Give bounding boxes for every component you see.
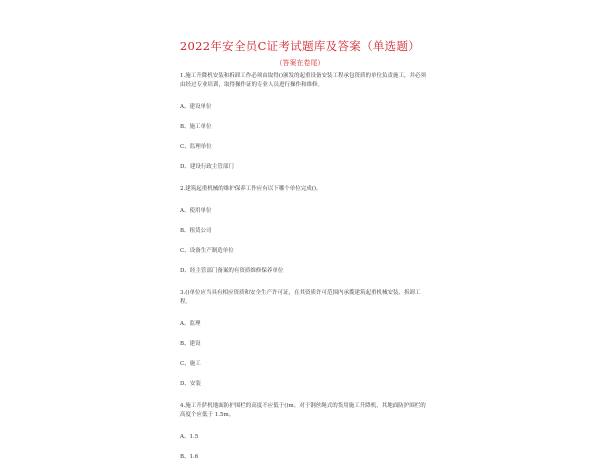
question-2-option-a: A、使用单位: [180, 208, 212, 214]
question-1-text: 1.施工升降机安装和拆卸工作必须由取得()颁发的起重设备安装工程承包资质的单位负责施工，并必须由经过专业培训，取得操作证的专业人员进行操作和维修。: [180, 73, 427, 88]
question-2-text: 2.建筑起重机械的维护保养工作应有以下哪个单位完成()。: [180, 186, 322, 192]
question-1-option-b: B、施工单位: [180, 124, 212, 130]
question-1-option-d: D、建设行政主管部门: [180, 164, 234, 170]
question-3-option-c: C、施工: [180, 361, 201, 367]
document-title: 2022年安全员C证考试题库及答案（单选题）: [179, 39, 421, 53]
question-1-option-c: C、监理单位: [180, 144, 212, 150]
question-3-text: 3.()单位应当具有相应资质和安全生产许可证，在其资质许可范围内承揽建筑起重机械安装、拆卸工程。: [180, 290, 421, 305]
question-3-option-a: A、监理: [180, 321, 201, 327]
question-list: [180, 72, 430, 462]
question-3-option-b: B、建设: [180, 341, 201, 347]
question-4-text: 4.施工升萨机地面防护围栏的高度不应低于()m。对于钢丝绳式的货用施工升降机，其地面防护围栏的高度个应低于 1.5m。: [180, 403, 426, 418]
question-2-option-b: B、租赁公司: [180, 228, 212, 234]
question-3-option-d: D、安装: [180, 381, 201, 387]
question-4-option-b: B、1.6: [180, 454, 199, 460]
question-1-option-a: A、建设单位: [180, 104, 212, 110]
question-2-option-d: D、经主管部门备案的有资质维修保养单位: [180, 268, 284, 274]
document-subtitle: （答案在卷尾）: [275, 59, 325, 67]
question-2-option-c: C、设备生产制造单位: [180, 248, 234, 254]
question-4-option-a: A、1.5: [180, 434, 199, 440]
